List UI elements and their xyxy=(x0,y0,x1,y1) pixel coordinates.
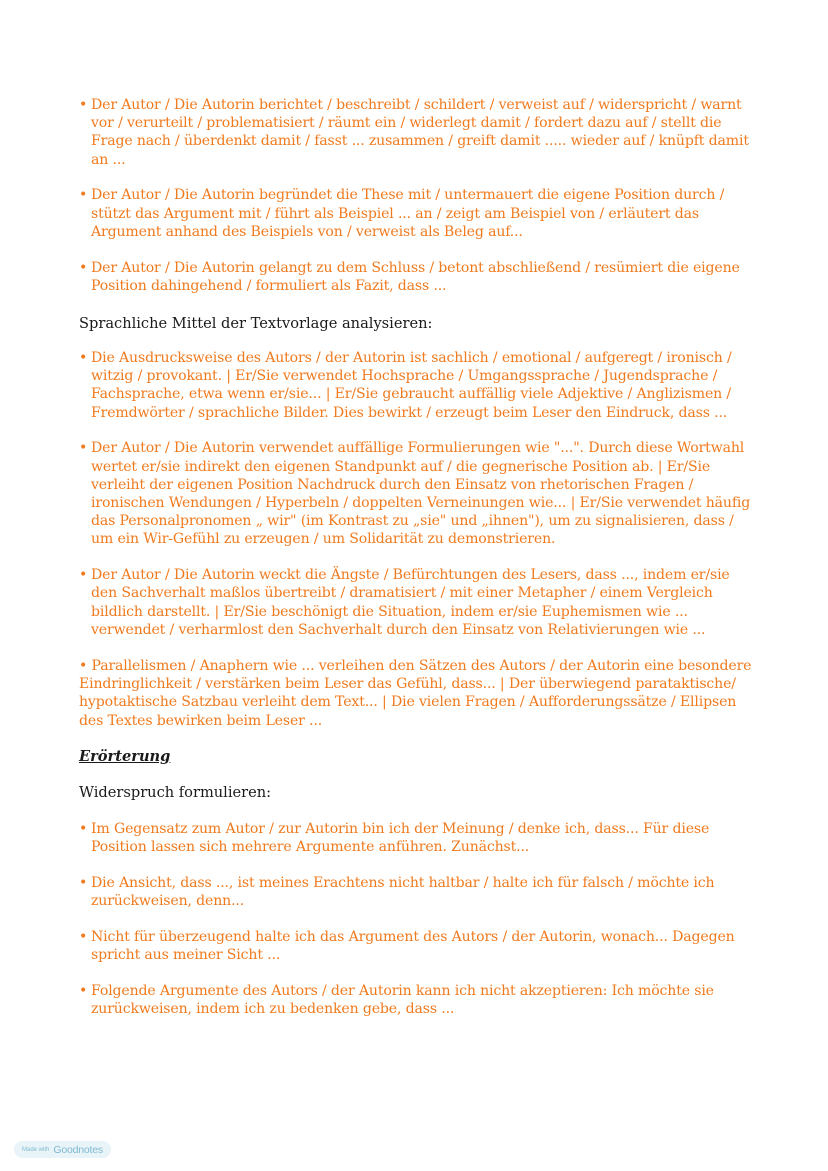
list-item: • Der Autor / Die Autorin gelangt zu dem Schluss / betont abschließend / resümiert die eigene Position dahingehend / formuliert als Fazit, dass ... xyxy=(79,259,759,295)
parallelismen-paragraph: • Parallelismen / Anaphern wie ... verleihen den Sätzen des Autors / der Autorin eine besondere Eindringlichkeit / verstärken beim Leser das Gefühl, dass... | Der überwiegend parataktische/ hypotaktische Satzbau verleiht dem Text... | Die vielen Fragen / Aufforderungssätze / Ellipsen des Textes bewirken beim Leser ... xyxy=(79,658,752,729)
section-title-eroerterung: Erörterung xyxy=(79,748,171,765)
analysis-phrases-list xyxy=(79,96,759,313)
list-item: • Der Autor / Die Autorin verwendet auffällige Formulierungen wie "...". Durch diese Wortwahl wertet er/sie indirekt den eigenen Standpunkt auf / die gegnerische Position ab. | Er/Sie verleiht der eigenen Position Nachdruck durch den Einsatz von rhetorischen Fragen / ironischen Wendungen / Hyperbeln / doppelten Verneinungen wie... | Er/Sie verwendet häufig das Personalpronomen „ wir" (im Kontrast zu „sie" und „ihnen"), um zu signalisieren, dass / um ein Wir-Gefühl zu erzeugen / um Solidarität zu demonstrieren. xyxy=(79,439,759,548)
list-item: • Im Gegensatz zum Autor / zur Autorin bin ich der Meinung / denke ich, dass... Für diese Position lassen sich mehrere Argumente anführen. Zunächst... xyxy=(79,820,759,856)
list-item: • Die Ausdrucksweise des Autors / der Autorin ist sachlich / emotional / aufgeregt / ironisch / witzig / provokant. | Er/Sie verwendet Hochsprache / Umgangssprache / Jugendsprache / Fachsprache, etwa wenn er/sie... | Er/Sie gebraucht auffällig viele Adjektive / Anglizismen / Fremdwörter / sprachliche Bilder. Dies bewirkt / erzeugt beim Leser den Eindruck, dass ... xyxy=(79,349,759,422)
section-heading-sprachliche-mittel: Sprachliche Mittel der Textvorlage analysieren: xyxy=(79,315,433,332)
watermark-prefix: Made with xyxy=(22,1146,50,1153)
language-devices-list xyxy=(79,349,759,657)
goodnotes-watermark[interactable] xyxy=(14,1141,111,1158)
list-item: • Die Ansicht, dass ..., ist meines Erachtens nicht haltbar / halte ich für falsch / möchte ich zurückweisen, denn... xyxy=(79,874,759,910)
list-item: • Der Autor / Die Autorin berichtet / beschreibt / schildert / verweist auf / widerspricht / warnt vor / verurteilt / problematisiert / räumt ein / widerlegt damit / fordert dazu auf / stellt die Frage nach / überdenkt damit / fasst ... zusammen / greift damit ..... wieder auf / knüpft damit an ... xyxy=(79,96,759,169)
watermark-brand: Goodnotes xyxy=(53,1143,103,1156)
list-item: • Nicht für überzeugend halte ich das Argument des Autors / der Autorin, wonach... Dagegen spricht aus meiner Sicht ... xyxy=(79,928,759,964)
list-item: • Der Autor / Die Autorin weckt die Ängste / Befürchtungen des Lesers, dass ..., indem er/sie den Sachverhalt maßlos übertreibt / dramatisiert / mit einer Metapher / einem Vergleich bildlich darstellt. | Er/Sie beschönigt die Situation, indem er/sie Euphemismen wie ... verwendet / verharmlost den Sachverhalt durch den Einsatz von Relativierungen wie ... xyxy=(79,566,759,639)
list-item: • Folgende Argumente des Autors / der Autorin kann ich nicht akzeptieren: Ich möchte sie zurückweisen, indem ich zu bedenken gebe, dass ... xyxy=(79,982,759,1018)
objection-phrases-list xyxy=(79,820,759,1036)
list-item: • Der Autor / Die Autorin begründet die These mit / untermauert die eigene Position durch / stützt das Argument mit / führt als Beispiel ... an / zeigt am Beispiel von / erläutert das Argument anhand des Beispiels von / verweist als Beleg auf... xyxy=(79,186,759,241)
section-heading-widerspruch: Widerspruch formulieren: xyxy=(79,784,272,801)
